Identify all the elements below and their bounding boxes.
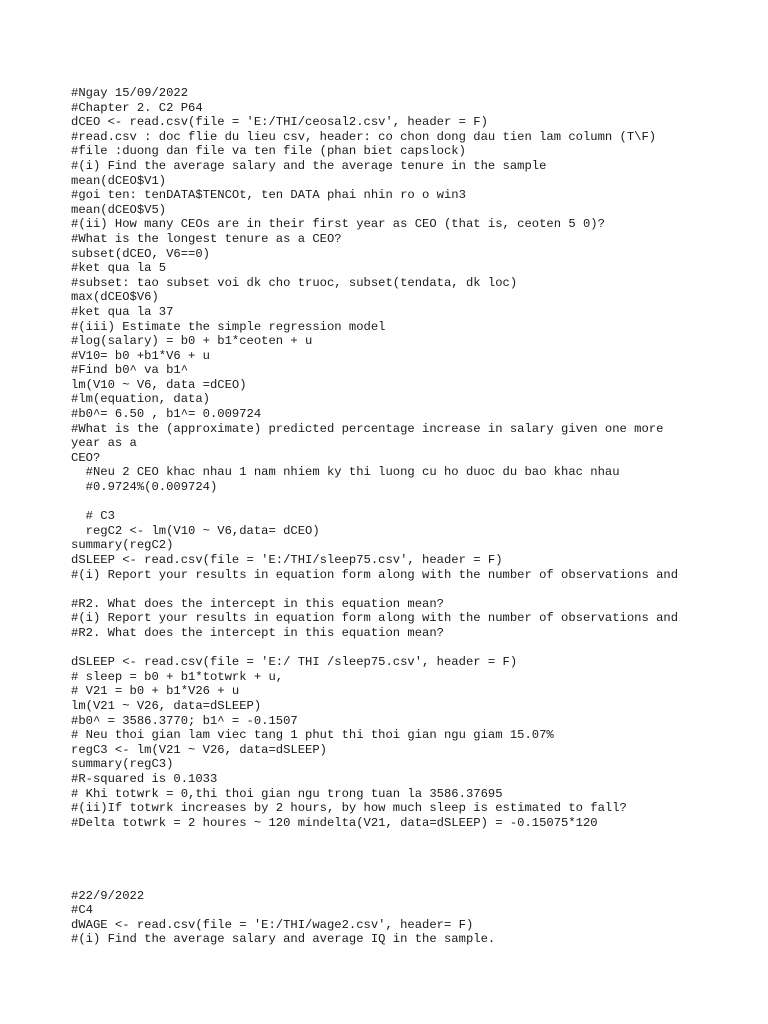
code-line: dWAGE <- read.csv(file = 'E:/THI/wage2.csv', header= F) xyxy=(71,917,474,932)
code-line: #(i) Report your results in equation form along with the number of observations and xyxy=(71,611,679,626)
code-line: #Ngay 15/09/2022 xyxy=(71,86,189,100)
blank-line xyxy=(71,830,751,845)
code-text-block xyxy=(71,86,751,947)
code-line: #(i) Find the average salary and average IQ in the sample. xyxy=(71,932,496,947)
code-line: max(dCEO$V6) xyxy=(71,290,159,305)
code-line: #ket qua la 37 xyxy=(71,304,174,319)
code-line: lm(V21 ~ V26, data=dSLEEP) xyxy=(71,698,262,713)
code-line: #(ii) How many CEOs are in their first year as CEO (that is, ceoten 5 0)? xyxy=(71,217,605,232)
code-line: #file :duong dan file va ten file (phan biet capslock) xyxy=(71,144,466,159)
code-line: #What is the (approximate) predicted percentage increase in salary given one more xyxy=(71,421,664,436)
code-line: #goi ten: tenDATA$TENCOt, ten DATA phai nhin ro o win3 xyxy=(71,188,466,203)
code-line: #(iii) Estimate the simple regression model xyxy=(71,319,386,334)
code-line: regC3 <- lm(V21 ~ V26, data=dSLEEP) xyxy=(71,742,327,757)
code-line: dSLEEP <- read.csv(file = 'E:/THI/sleep75.csv', header = F) xyxy=(71,553,503,567)
code-line: #subset: tao subset voi dk cho truoc, subset(tendata, dk loc) xyxy=(71,275,518,290)
blank-line xyxy=(71,641,751,656)
code-line: CEO? xyxy=(71,450,101,465)
code-line: dCEO <- read.csv(file = 'E:/THI/ceosal2.csv', header = F) xyxy=(71,115,488,130)
code-line: # V21 = b0 + b1*V26 + u xyxy=(71,684,240,699)
code-line: regC2 <- lm(V10 ~ V6,data= dCEO) xyxy=(71,523,320,538)
code-line: #lm(equation, data) xyxy=(71,392,210,407)
code-line: # sleep = b0 + b1*totwrk + u, xyxy=(71,669,284,684)
code-line: #b0^= 6.50 , b1^= 0.009724 xyxy=(71,407,262,422)
code-line: #Delta totwrk = 2 houres ~ 120 mindelta(V21, data=dSLEEP) = -0.15075*120 xyxy=(71,815,598,830)
code-line: # Neu thoi gian lam viec tang 1 phut thi thoi gian ngu giam 15.07% xyxy=(71,728,554,743)
code-line: # C3 xyxy=(71,509,115,524)
code-line: #ket qua la 5 xyxy=(71,261,167,276)
code-line: #C4 xyxy=(71,903,93,918)
blank-line xyxy=(71,859,751,874)
code-line: #(i) Find the average salary and the average tenure in the sample xyxy=(71,158,547,173)
code-line: year as a xyxy=(71,436,137,451)
blank-line xyxy=(71,582,751,597)
code-line: #R-squared is 0.1033 xyxy=(71,771,218,786)
code-line: lm(V10 ~ V6, data =dCEO) xyxy=(71,377,247,392)
code-line: #Neu 2 CEO khac nhau 1 nam nhiem ky thi luong cu ho duoc du bao khac nhau xyxy=(71,465,620,480)
code-line: #Chapter 2. C2 P64 xyxy=(71,100,203,115)
code-line: summary(regC3) xyxy=(71,757,174,772)
code-line: #0.9724%(0.009724) xyxy=(71,480,218,495)
code-line: #V10= b0 +b1*V6 + u xyxy=(71,348,210,363)
code-line: #Find b0^ va b1^ xyxy=(71,363,189,378)
code-line: mean(dCEO$V1) xyxy=(71,173,167,188)
code-line: summary(regC2) xyxy=(71,538,174,553)
code-line: #22/9/2022 xyxy=(71,888,145,903)
code-line: #(i) Report your results in equation form along with the number of observations and xyxy=(71,567,679,582)
blank-line xyxy=(71,845,751,860)
code-line: #R2. What does the intercept in this equation mean? xyxy=(71,625,444,640)
code-line: #What is the longest tenure as a CEO? xyxy=(71,231,342,246)
code-line: #(ii)If totwrk increases by 2 hours, by how much sleep is estimated to fall? xyxy=(71,801,627,816)
code-line: #log(salary) = b0 + b1*ceoten + u xyxy=(71,334,313,349)
code-line: #read.csv : doc flie du lieu csv, header: co chon dong dau tien lam column (T\F) xyxy=(71,129,657,144)
blank-line xyxy=(71,874,751,889)
code-line: mean(dCEO$V5) xyxy=(71,202,167,217)
code-line: #b0^ = 3586.3770; b1^ = -0.1507 xyxy=(71,713,298,728)
code-line: #R2. What does the intercept in this equation mean? xyxy=(71,596,444,611)
blank-line xyxy=(71,495,751,510)
code-line: dSLEEP <- read.csv(file = 'E:/ THI /sleep75.csv', header = F) xyxy=(71,655,518,670)
code-line: # Khi totwrk = 0,thi thoi gian ngu trong tuan la 3586.37695 xyxy=(71,786,503,801)
code-line: subset(dCEO, V6==0) xyxy=(71,246,210,261)
